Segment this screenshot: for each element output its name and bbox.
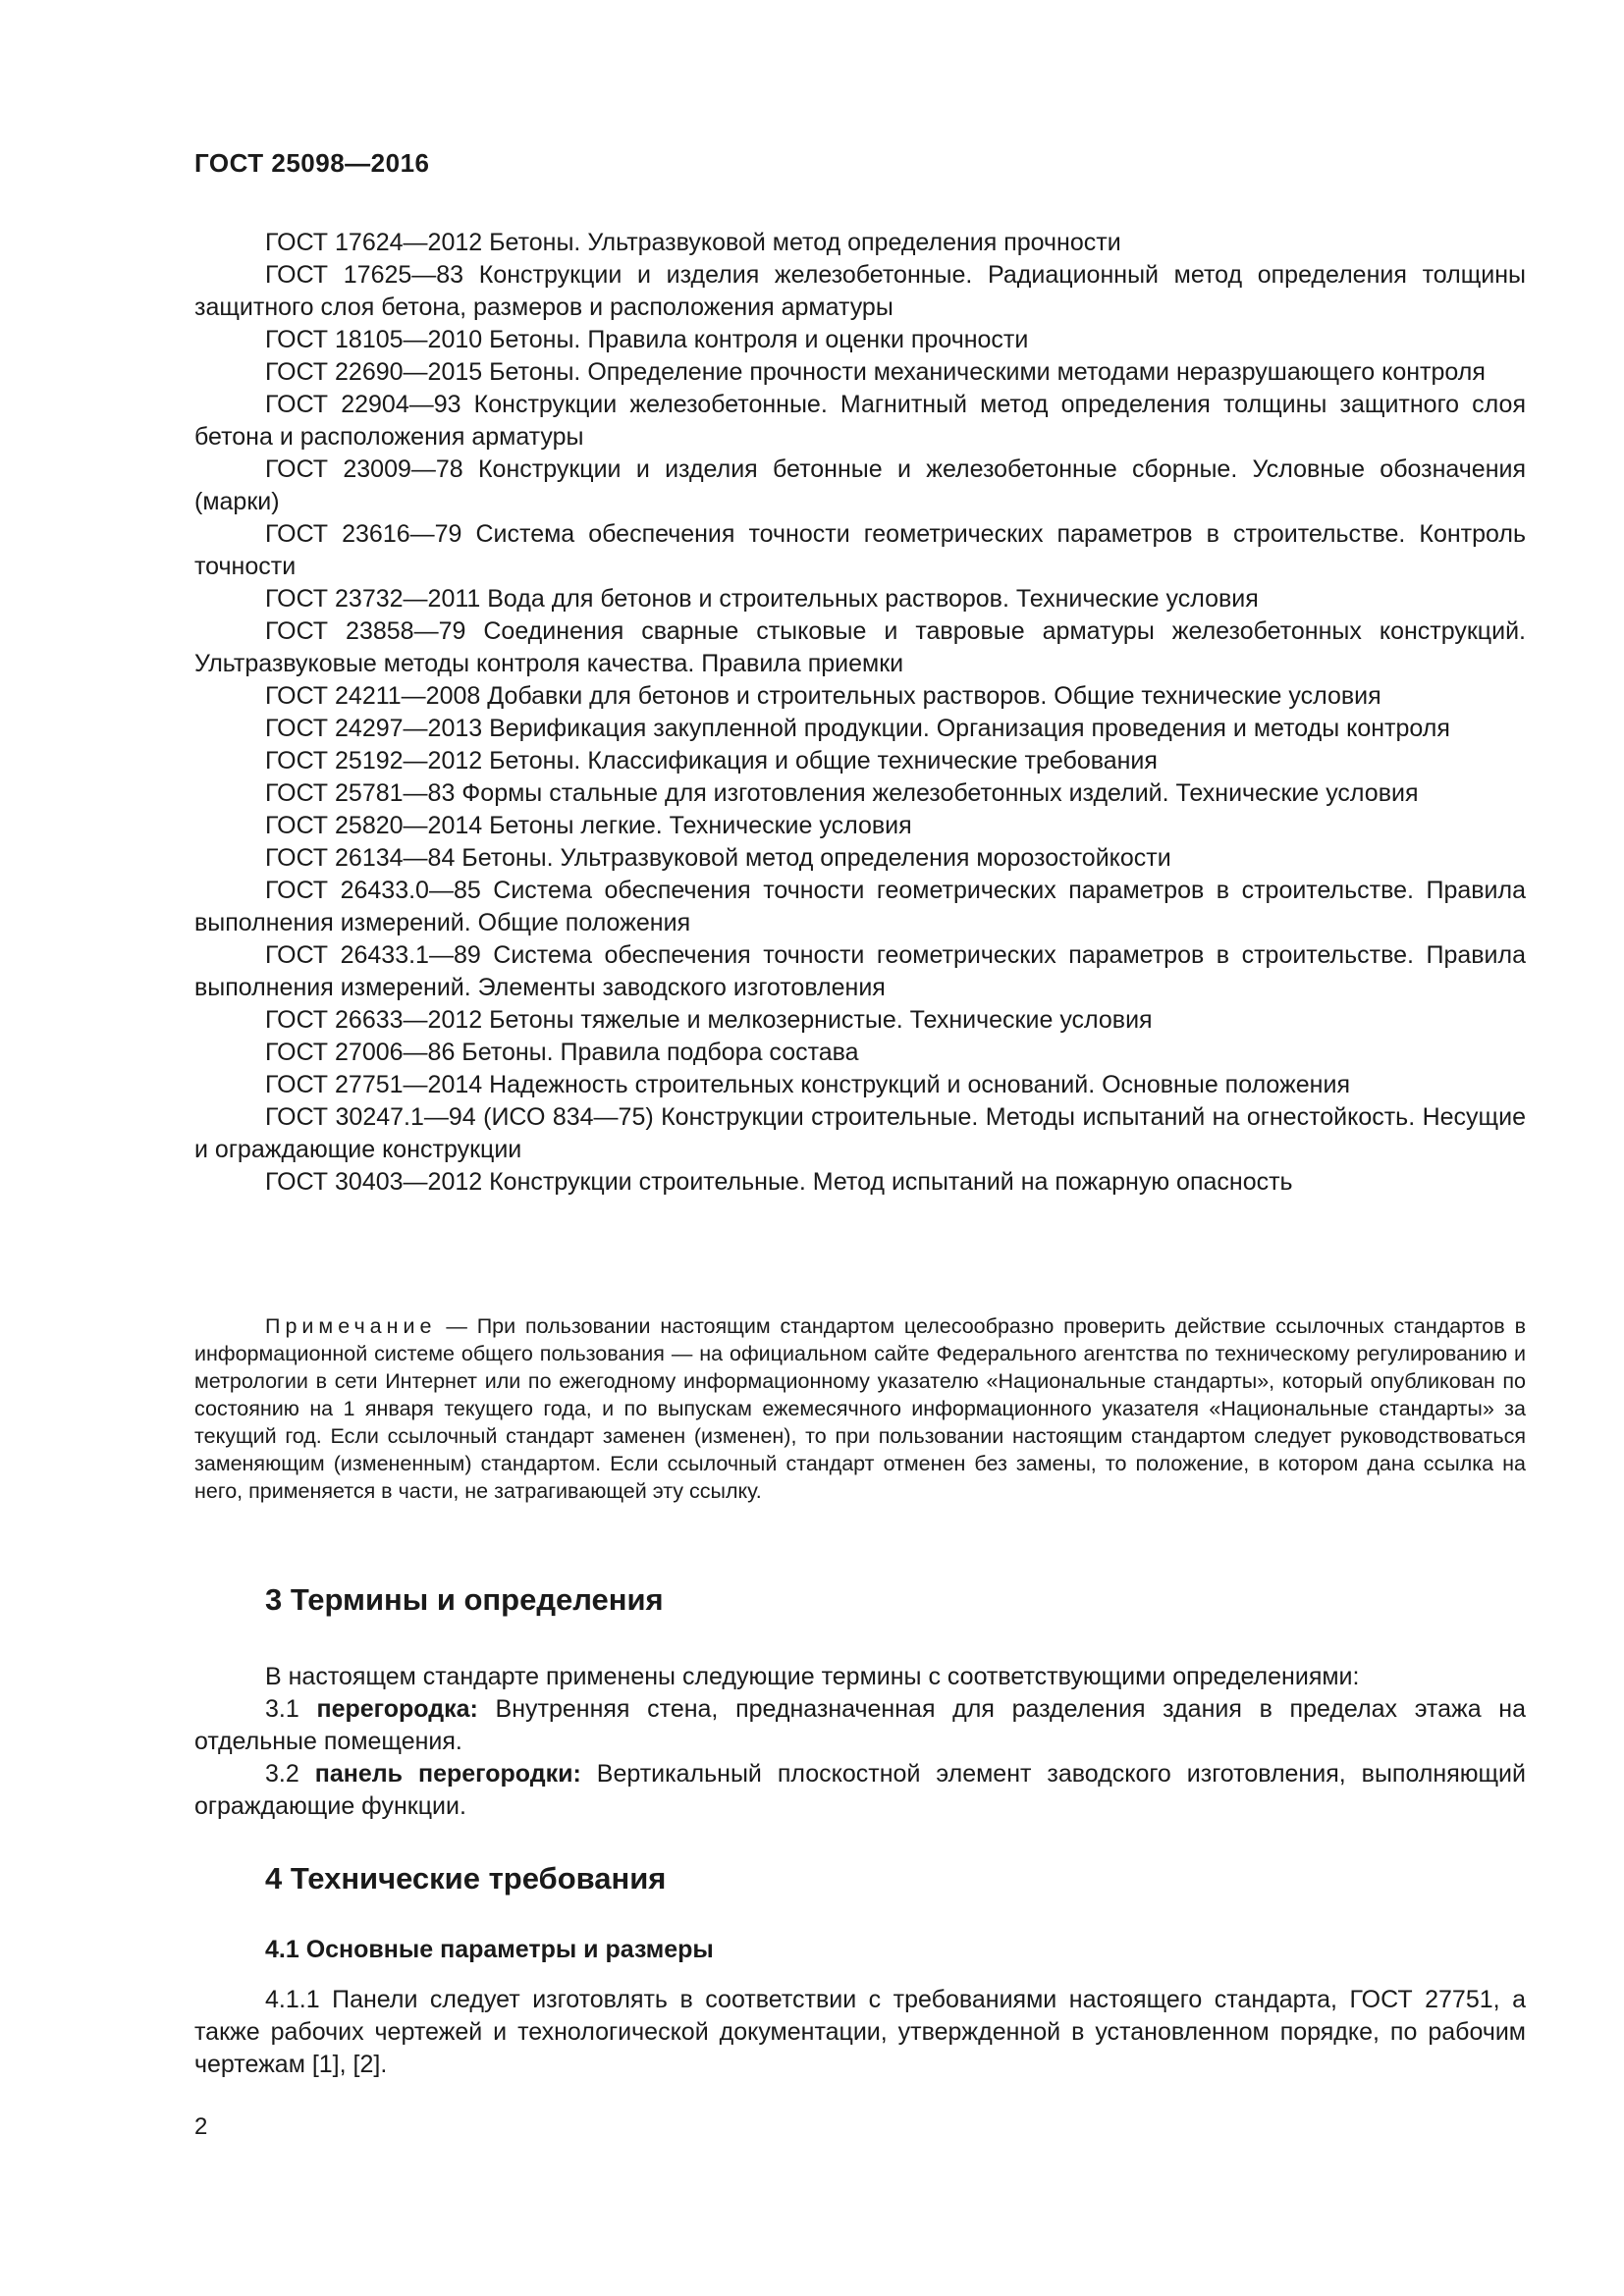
reference-item: ГОСТ 30403—2012 Конструкции строительные. Метод испытаний на пожарную опасность <box>265 1168 1293 1196</box>
reference-item: ГОСТ 24211—2008 Добавки для бетонов и строительных растворов. Общие технические условия <box>265 682 1381 710</box>
note-text: — При пользовании настоящим стандартом целесообразно проверить действие ссылочных стандартов в информационной системе общего пользования — на официальном сайте Федерального агентства по техническому регулированию и метрологии в сети Интернет или по ежегодному информационному указателю «Национальные стандарты», который опубликован по состоянию на 1 января текущего года, и по выпускам ежемесячного информационного указателя «Национальные стандарты» за текущий год. Если ссылочный стандарт заменен (изменен), то при пользовании настоящим стандартом следует руководствоваться заменяющим (измененным) стандартом. Если ссылочный стандарт отменен без замены, то положение, в котором дана ссылка на него, применяется в части, не затрагивающей эту ссылку. <box>194 1314 1526 1503</box>
reference-item: ГОСТ 17624—2012 Бетоны. Ультразвуковой метод определения прочности <box>265 229 1121 256</box>
reference-item: ГОСТ 18105—2010 Бетоны. Правила контроля и оценки прочности <box>265 326 1029 353</box>
term-text: Вертикальный плоскостной элемент заводского изготовления, выполняющий ограждающие функции. <box>194 1760 1526 1820</box>
reference-item: ГОСТ 26433.1—89 Система обеспечения точности геометрических параметров в строительстве. Правила выполнения измерений. Элементы заводского изготовления <box>194 941 1526 1001</box>
reference-item: ГОСТ 25820—2014 Бетоны легкие. Технические условия <box>265 812 912 839</box>
reference-item: ГОСТ 25192—2012 Бетоны. Классификация и общие технические требования <box>265 747 1158 774</box>
reference-item: ГОСТ 23616—79 Система обеспечения точности геометрических параметров в строительстве. Контроль точности <box>194 520 1526 580</box>
section-4-title: 4 Технические требования <box>265 1861 667 1896</box>
reference-item: ГОСТ 23732—2011 Вода для бетонов и строительных растворов. Технические условия <box>265 585 1259 613</box>
reference-item: ГОСТ 27006—86 Бетоны. Правила подбора состава <box>265 1039 859 1066</box>
section-3-title: 3 Термины и определения <box>265 1582 664 1617</box>
term-name: перегородка: <box>316 1695 478 1723</box>
reference-item: ГОСТ 26134—84 Бетоны. Ультразвуковой метод определения морозостойкости <box>265 844 1171 872</box>
term-number: 3.1 <box>265 1695 299 1723</box>
reference-item: ГОСТ 27751—2014 Надежность строительных конструкций и оснований. Основные положения <box>265 1071 1350 1098</box>
reference-item: ГОСТ 23858—79 Соединения сварные стыковые и тавровые арматуры железобетонных конструкций. Ультразвуковые методы контроля качества. Правила приемки <box>194 617 1526 677</box>
reference-item: ГОСТ 17625—83 Конструкции и изделия железобетонные. Радиационный метод определения толщины защитного слоя бетона, размеров и расположения арматуры <box>194 261 1526 321</box>
term-number: 3.2 <box>265 1760 299 1788</box>
subsection-4-1-title: 4.1 Основные параметры и размеры <box>265 1936 714 1963</box>
term-definition <box>194 1693 1526 1758</box>
document-code-header: ГОСТ 25098—2016 <box>194 148 430 178</box>
page-number: 2 <box>194 2113 208 2140</box>
reference-item: ГОСТ 25781—83 Формы стальные для изготовления железобетонных изделий. Технические условия <box>265 779 1419 807</box>
section-3-body <box>194 1661 1526 1823</box>
term-name: панель перегородки: <box>314 1760 581 1788</box>
section-4-body <box>194 1984 1526 2081</box>
paragraph-4-1-1: 4.1.1 Панели следует изготовлять в соответствии с требованиями настоящего стандарта, ГОСТ 27751, а также рабочих чертежей и технологической документации, утвержденной в установленном порядке, по рабочим чертежам [1], [2]. <box>194 1986 1526 2078</box>
reference-item: ГОСТ 26633—2012 Бетоны тяжелые и мелкозернистые. Технические условия <box>265 1006 1153 1034</box>
reference-item: ГОСТ 30247.1—94 (ИСО 834—75) Конструкции строительные. Методы испытаний на огнестойкость. Несущие и ограждающие конструкции <box>194 1103 1526 1163</box>
reference-item: ГОСТ 22690—2015 Бетоны. Определение прочности механическими методами неразрушающего контроля <box>265 358 1486 386</box>
reference-item: ГОСТ 22904—93 Конструкции железобетонные. Магнитный метод определения толщины защитного слоя бетона и расположения арматуры <box>194 391 1526 451</box>
note-label: Примечание <box>265 1314 437 1338</box>
reference-item: ГОСТ 26433.0—85 Система обеспечения точности геометрических параметров в строительстве. Правила выполнения измерений. Общие положения <box>194 877 1526 936</box>
reference-item: ГОСТ 24297—2013 Верификация закупленной продукции. Организация проведения и методы контроля <box>265 715 1450 742</box>
note-paragraph <box>194 1312 1526 1505</box>
section-3-intro: В настоящем стандарте применены следующие термины с соответствующими определениями: <box>265 1663 1360 1690</box>
term-text: Внутренняя стена, предназначенная для разделения здания в пределах этажа на отдельные помещения. <box>194 1695 1527 1755</box>
term-definition <box>194 1758 1526 1823</box>
normative-references-list <box>194 227 1526 1199</box>
reference-item: ГОСТ 23009—78 Конструкции и изделия бетонные и железобетонные сборные. Условные обозначения (марки) <box>194 455 1526 515</box>
